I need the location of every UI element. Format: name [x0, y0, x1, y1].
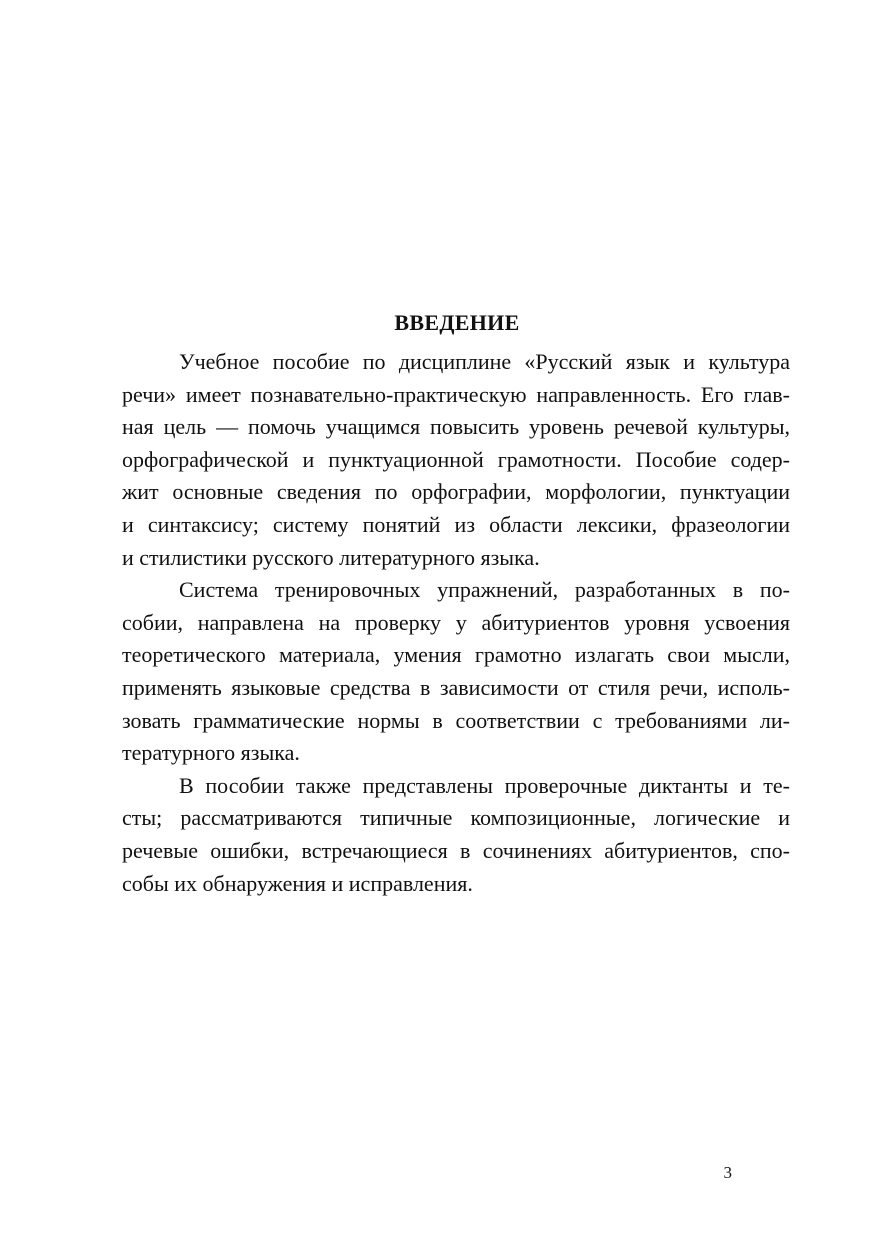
text-line: и стилистики русского литературного языка.: [122, 544, 540, 570]
page-number: 3: [723, 1163, 732, 1182]
text-line: тературного языка.: [122, 740, 300, 766]
text-line: жит основные сведения по орфографии, морфологии, пунктуации: [122, 479, 790, 505]
page-content: [122, 308, 790, 900]
text-line: собии, направлена на проверку у абитуриентов уровня усвоения: [122, 609, 790, 635]
paragraph-3: [122, 770, 790, 900]
text-line: орфографической и пунктуационной грамотности. Пособие содер-: [122, 446, 790, 472]
paragraph-1: [122, 346, 790, 574]
text-line: собы их обнаружения и исправления.: [122, 870, 473, 896]
text-line: ная цель — помочь учащимся повысить уровень речевой культуры,: [122, 414, 790, 440]
text-line: речи» имеет познавательно-практическую направленность. Его глав-: [122, 381, 790, 407]
text-line: Учебное пособие по дисциплине «Русский язык и культура: [179, 349, 790, 374]
text-line: В пособии также представлены проверочные диктанты и те-: [179, 772, 790, 798]
text-line: теоретического материала, умения грамотно излагать свои мысли,: [122, 642, 790, 668]
text-line: применять языковые средства в зависимости от стиля речи, исполь-: [122, 674, 790, 700]
text-line: речевые ошибки, встречающиеся в сочинениях абитуриентов, спо-: [122, 837, 790, 863]
section-heading: ВВЕДЕНИЕ: [394, 310, 520, 335]
text-line: Система тренировочных упражнений, разработанных в по-: [179, 577, 790, 603]
paragraph-2: [122, 574, 790, 770]
text-line: и синтаксису; систему понятий из области лексики, фразеологии: [122, 511, 790, 537]
text-line: сты; рассматриваются типичные композиционные, логические и: [122, 805, 790, 831]
text-line: зовать грамматические нормы в соответствии с требованиями ли-: [122, 707, 790, 733]
